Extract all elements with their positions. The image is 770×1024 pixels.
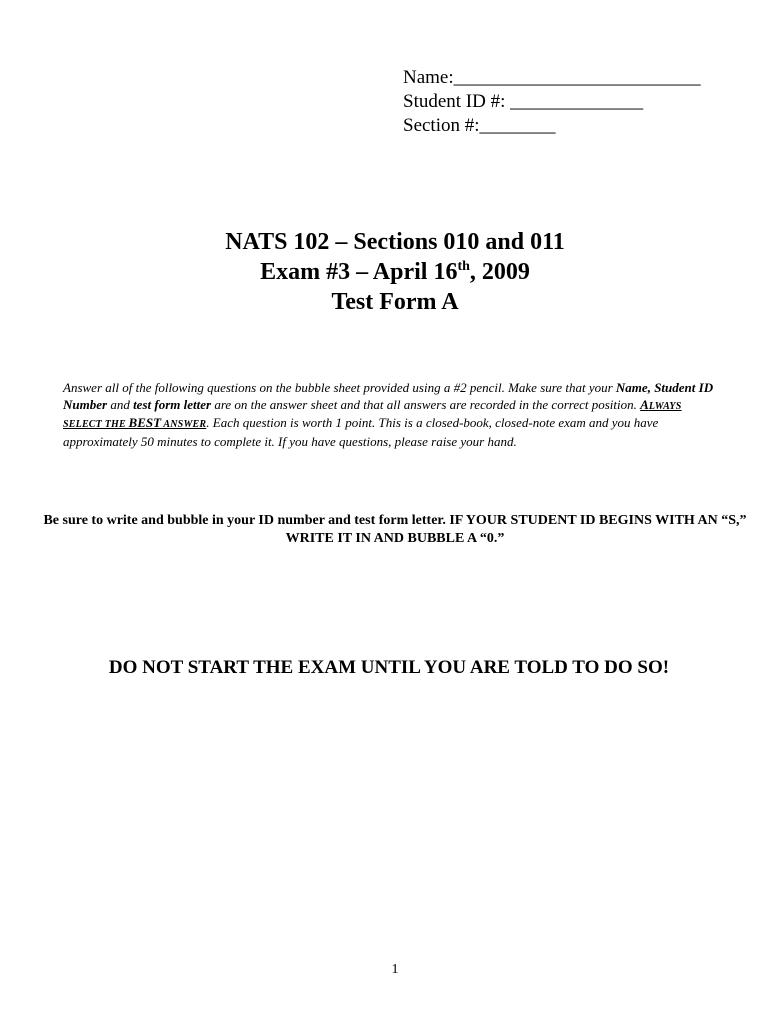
always-initial: A bbox=[640, 396, 649, 412]
exam-date-suffix: , 2009 bbox=[469, 259, 530, 285]
instructions-text-4: . Each question is worth 1 point. This is a closed-book, closed-note exam and you have approximately 50 minutes to complete it. If you have questions, please raise your hand. bbox=[63, 415, 659, 449]
instructions-bold-student-id: Student ID Number bbox=[63, 380, 714, 412]
student-info-fields bbox=[403, 66, 701, 138]
instructions-text-1: Answer all of the following questions on the bubble sheet provided using a #2 pencil. Make sure that your bbox=[63, 380, 616, 395]
name-field: Name:__________________________ bbox=[403, 67, 701, 88]
always-select-the: LWAYS SELECT THE bbox=[63, 400, 682, 430]
page-number: 1 bbox=[391, 962, 399, 977]
exam-date-superscript: th bbox=[457, 259, 470, 274]
section-field: Section #:________ bbox=[403, 115, 556, 136]
instructions-bold-test-form: test form letter bbox=[133, 396, 212, 412]
do-not-start-warning: DO NOT START THE EXAM UNTIL YOU ARE TOLD TO DO SO! bbox=[108, 657, 670, 678]
exam-title bbox=[0, 227, 770, 317]
student-id-field: Student ID #: ______________ bbox=[403, 91, 644, 112]
exam-instructions bbox=[63, 380, 723, 450]
instructions-text-3: are on the answer sheet and that all answers are recorded in the correct position. bbox=[211, 396, 641, 412]
test-form-title: Test Form A bbox=[331, 289, 459, 315]
exam-date-prefix: Exam #3 – April 16 bbox=[260, 259, 458, 285]
answer-word: ANSWER bbox=[161, 419, 207, 430]
instructions-bold-name: Name, bbox=[615, 380, 651, 395]
course-title: NATS 102 – Sections 010 and 011 bbox=[225, 229, 565, 255]
bubble-id-note: Be sure to write and bubble in your ID number and test form letter. IF YOUR STUDENT ID BEGINS WITH AN “S,” WRITE IT IN AND BUBBLE A “0.” bbox=[43, 513, 747, 546]
best-word: BEST bbox=[128, 415, 162, 430]
exam-date-title bbox=[0, 257, 770, 287]
instructions-text-2: and bbox=[107, 396, 134, 412]
